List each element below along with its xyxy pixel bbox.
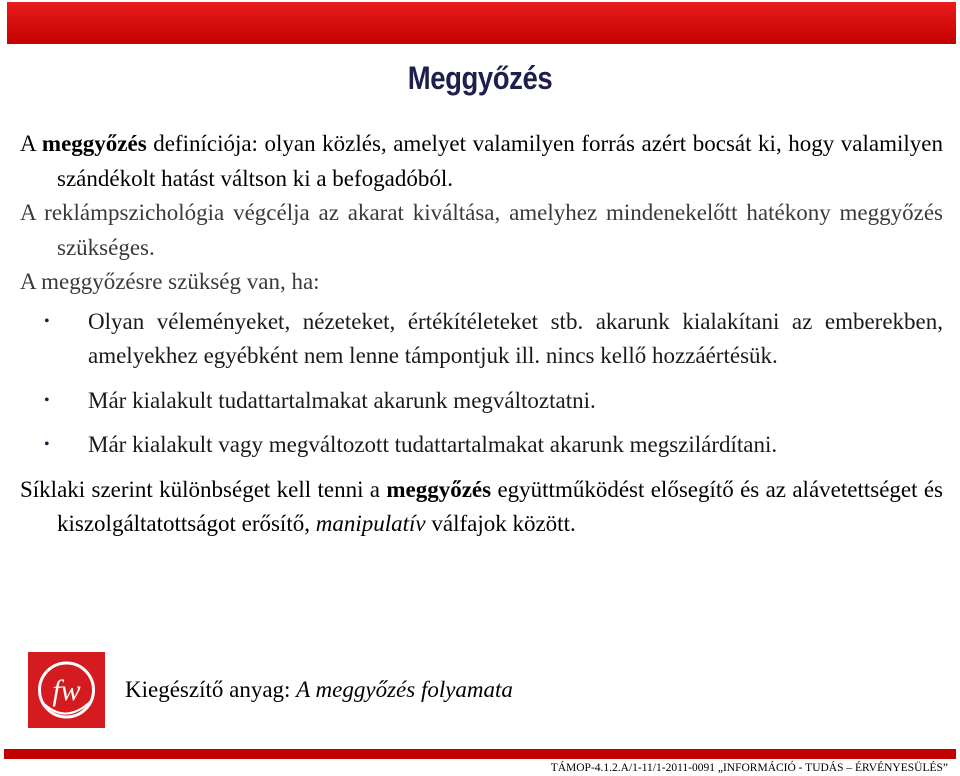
siklaki-text-3: válfajok között. bbox=[425, 511, 576, 536]
definition-highlight: meggyőzés bbox=[41, 131, 147, 156]
bullet-dot-icon: • bbox=[44, 436, 50, 453]
logo-lettering: fw bbox=[52, 674, 81, 707]
siklaki-highlight: meggyőzés bbox=[386, 476, 492, 502]
list-item bbox=[20, 305, 943, 374]
footer-project-code: TÁMOP-4.1.2.A/1-11/1-2011-0091 „INFORMÁCIÓ - TUDÁS – ÉRVÉNYESÜLÉS” bbox=[550, 762, 948, 774]
fw-logo-graphic bbox=[28, 652, 105, 728]
list-item bbox=[20, 384, 943, 419]
top-red-bar bbox=[7, 2, 956, 44]
supplement-link[interactable]: A meggyőzés folyamata bbox=[296, 677, 513, 702]
page-title: Meggyőzés bbox=[407, 60, 553, 96]
siklaki-italic: manipulatív bbox=[315, 511, 426, 536]
siklaki-text-1: Síklaki szerint különbséget kell tenni a bbox=[20, 476, 387, 502]
goal-paragraph: A reklámpszichológia végcélja az akarat kiváltása, amelyhez mindenekelőtt hatékony meggyőzés szükséges. bbox=[20, 200, 943, 260]
slide-content bbox=[20, 127, 943, 542]
siklaki-text-2: együttműködést elősegítő és az alávetettséget és kiszolgáltatottságot erősítő, bbox=[57, 476, 944, 536]
supplement-label: Kiegészítő anyag: bbox=[125, 677, 297, 702]
list-item-text: Már kialakult tudattartalmakat akarunk megváltoztatni. bbox=[88, 387, 596, 413]
definition-text-end: definíciója: olyan közlés, amelyet valamilyen forrás azért bocsát ki, hogy valamilyen szándékolt hatást váltson ki a befogadóból. bbox=[57, 131, 943, 191]
definition-text-start: A bbox=[20, 131, 42, 156]
list-item-text: Olyan véleményeket, nézeteket, értékítéleteket stb. akarunk kialakítani az emberekben, amelyekhez egyébként nem lenne támpontjuk ill. nincs kellő hozzáértésük. bbox=[88, 308, 943, 368]
bullet-dot-icon: • bbox=[44, 391, 50, 409]
need-intro-paragraph: A meggyőzésre szükség van, ha: bbox=[20, 269, 320, 294]
supplementary-material bbox=[125, 674, 513, 706]
siklaki-paragraph bbox=[20, 473, 943, 542]
list-item bbox=[20, 428, 943, 463]
bottom-red-bar bbox=[4, 749, 956, 759]
fw-logo-icon bbox=[28, 652, 105, 728]
need-bullet-list bbox=[20, 305, 943, 463]
list-item-text: Már kialakult vagy megváltozott tudattartalmakat akarunk megszilárdítani. bbox=[88, 432, 778, 457]
bullet-dot-icon: • bbox=[44, 312, 50, 330]
definition-paragraph bbox=[20, 127, 943, 196]
